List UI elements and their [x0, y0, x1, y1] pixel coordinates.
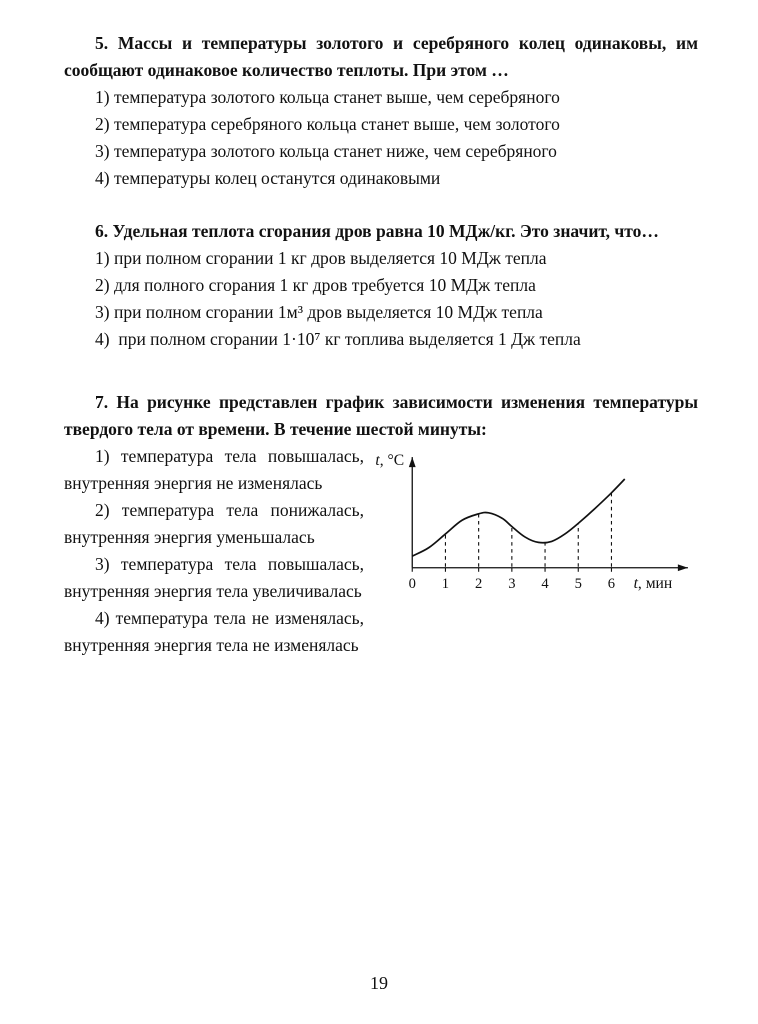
- question-6-option-1: 1) при полном сгорании 1 кг дров выделяется 10 МДж тепла: [95, 248, 547, 268]
- question-6-option-3: 3) при полном сгорании 1м³ дров выделяется 10 МДж тепла: [95, 302, 543, 322]
- question-6-option-2: 2) для полного сгорания 1 кг дров требуется 10 МДж тепла: [95, 275, 536, 295]
- question-7-option-2: 2) температура тела понижалась, внутренняя энергия уменьшалась: [64, 500, 364, 547]
- question-7-stem: 7. На рисунке представлен график зависимости изменения температуры твердого тела от времени. В течение шестой минуты:: [64, 392, 698, 439]
- temperature-time-graph: [364, 443, 698, 598]
- question-6-stem: 6. Удельная теплота сгорания дров равна 10 МДж/кг. Это значит, что…: [95, 221, 659, 241]
- svg-text:1: 1: [441, 575, 450, 592]
- question-5-stem: 5. Массы и температуры золотого и серебряного колец одинаковы, им сообщают одинаковое количество теплоты. При этом …: [64, 33, 698, 80]
- question-7-option-1: 1) температура тела повышалась, внутренняя энергия не изменялась: [64, 446, 364, 493]
- svg-text:5: 5: [574, 575, 582, 592]
- page-number: 19: [370, 973, 388, 993]
- spacer: [64, 192, 698, 218]
- question-6-option-4: 4) при полном сгорании 1·10⁷ кг топлива выделяется 1 Дж тепла: [95, 329, 581, 349]
- question-7-option-3: 3) температура тела повышалась, внутренняя энергия тела увеличивалась: [64, 554, 364, 601]
- spacer: [64, 353, 698, 389]
- svg-text:0: 0: [408, 575, 416, 592]
- question-5-option-3: 3) температура золотого кольца станет ниже, чем серебряного: [95, 141, 557, 161]
- question-7-options: [64, 443, 364, 659]
- svg-text:3: 3: [508, 575, 516, 592]
- question-5-option-4: 4) температуры колец останутся одинаковыми: [95, 168, 441, 188]
- svg-text:2: 2: [475, 575, 483, 592]
- question-7-option-4: 4) температура тела не изменялась, внутренняя энергия тела не изменялась: [64, 608, 364, 655]
- question-5-option-1: 1) температура золотого кольца станет выше, чем серебряного: [95, 87, 560, 107]
- question-7-body: [64, 443, 698, 659]
- svg-text:t, °C: t, °C: [375, 452, 405, 470]
- svg-text:4: 4: [541, 575, 549, 592]
- svg-text:6: 6: [607, 575, 616, 592]
- question-5-option-2: 2) температура серебряного кольца станет выше, чем золотого: [95, 114, 560, 134]
- temperature-time-graph-svg: [374, 445, 698, 598]
- svg-text:t, мин: t, мин: [633, 574, 673, 592]
